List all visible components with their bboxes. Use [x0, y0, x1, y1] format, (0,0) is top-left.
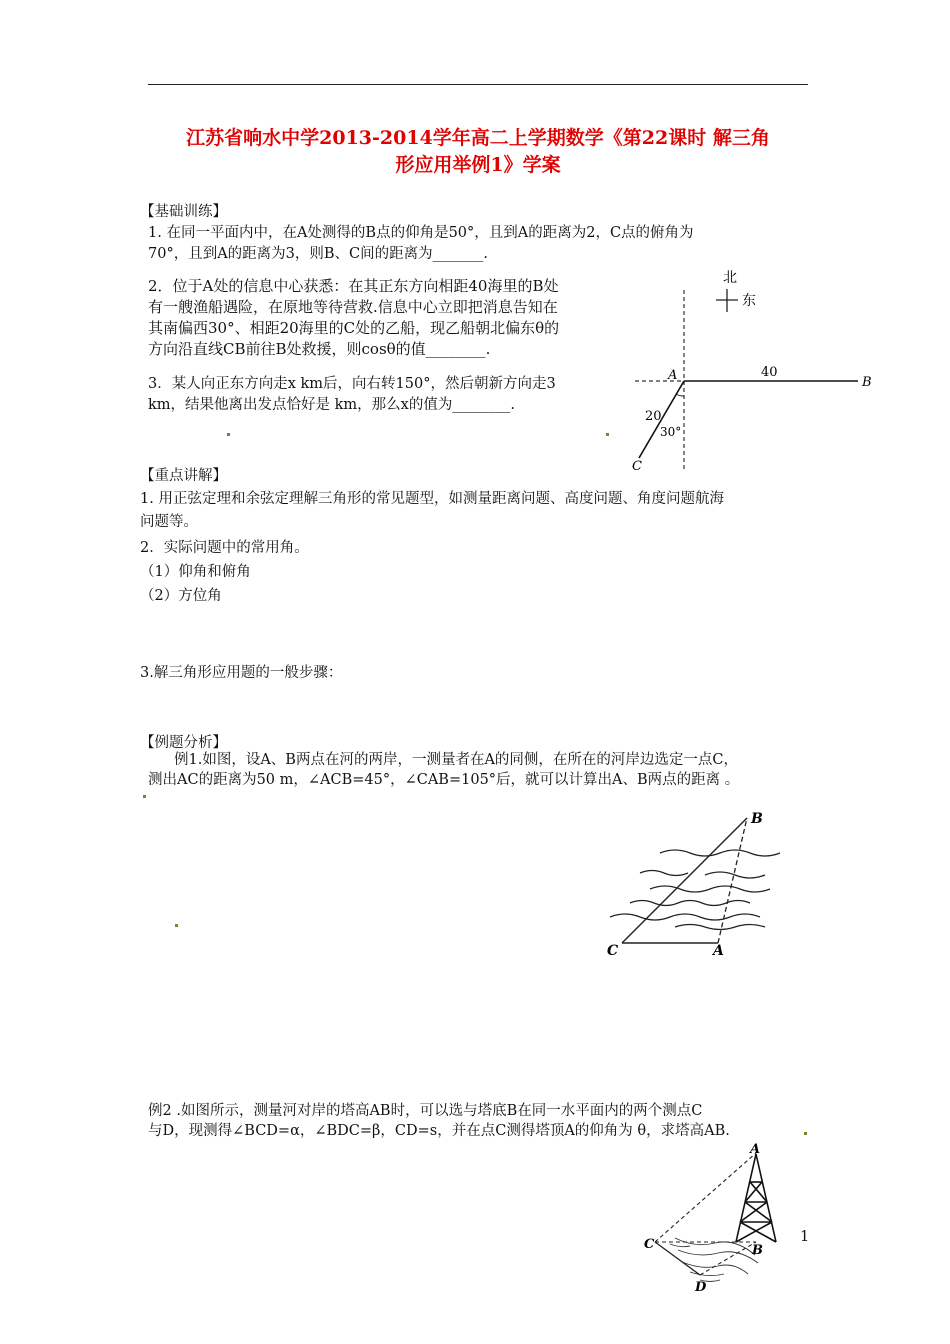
marker-dot — [804, 1132, 807, 1135]
focus-p1-line-2: 问题等。 — [140, 514, 198, 530]
ex1-line-1: 例1.如图，设A、B两点在河的两岸，一测量者在A的同侧，在所在的河岸边选定一点C， — [174, 752, 739, 768]
bearing-diagram — [615, 262, 890, 477]
tower — [736, 1154, 776, 1242]
title-line-1: 江苏省响水中学2013-2014学年高二上学期数学《第22课时 解三角 — [186, 127, 770, 149]
tower-diagram — [640, 1140, 800, 1300]
q2-line-3: 其南偏西30°、相距20海里的C处的乙船，现乙船朝北偏东θ的 — [148, 319, 560, 337]
distance-ac-label: 20 — [645, 409, 662, 424]
sight-line-ca — [655, 1153, 756, 1242]
point-a-label: A — [668, 368, 678, 383]
title-line-2: 形应用举例1》学案 — [395, 154, 561, 176]
q2-line-4: 方向沿直线CB前往B处救援，则cosθ的值________. — [148, 340, 491, 358]
river-waves — [610, 850, 780, 930]
page-number: 1 — [800, 1229, 810, 1245]
segment-cd — [655, 1242, 700, 1275]
section-focus-header: 【重点讲解】 — [140, 468, 227, 484]
focus-p1-line-1: 1. 用正弦定理和余弦定理解三角形的常见题型，如测量距离问题、高度问题、角度问题航海 — [140, 491, 724, 507]
marker-dot — [227, 433, 230, 436]
point-a-label: A — [750, 1142, 761, 1157]
point-d-label: D — [695, 1280, 707, 1295]
point-a-label: A — [713, 943, 724, 959]
segment-db — [700, 1242, 756, 1275]
angle-label: 30° — [660, 425, 682, 439]
point-b-label: B — [862, 375, 872, 390]
q1-line-2: 70°，且到A的距离为3，则B、C间的距离为_______. — [148, 246, 489, 262]
river-diagram — [595, 805, 785, 960]
point-c-label: C — [607, 943, 619, 959]
point-c-label: C — [632, 459, 642, 474]
focus-p2b: （2）方位角 — [140, 588, 222, 604]
focus-p2a: （1）仰角和俯角 — [140, 564, 251, 580]
angle-arc — [676, 394, 684, 396]
focus-p2: 2．实际问题中的常用角。 — [140, 540, 309, 556]
river-hatching — [670, 1238, 758, 1282]
top-rule — [148, 84, 808, 85]
section-basic-header: 【基础训练】 — [140, 204, 227, 220]
point-b-label: B — [752, 1243, 763, 1258]
segment-ab — [718, 818, 747, 943]
point-b-label: B — [751, 811, 763, 827]
q3-line-1: 3．某人向正东方向走x km后，向右转150°，然后朝新方向走3 — [148, 376, 556, 392]
point-c-label: C — [644, 1237, 655, 1252]
focus-p3: 3.解三角形应用题的一般步骤： — [140, 665, 343, 681]
north-label: 北 — [723, 270, 737, 286]
q1-line-1: 1. 在同一平面内中，在A处测得的B点的仰角是50°，且到A的距离为2，C点的俯角为 — [148, 225, 694, 241]
east-label: 东 — [742, 293, 756, 309]
ex2-line-1: 例2 .如图所示，测量河对岸的塔高AB时，可以选与塔底B在同一水平面内的两个测点C — [148, 1103, 703, 1119]
distance-ab-label: 40 — [761, 365, 778, 380]
q3-line-2: km，结果他离出发点恰好是 km，那么x的值为________. — [148, 397, 515, 413]
marker-dot — [175, 924, 178, 927]
ex1-line-2: 测出AC的距离为50 m，∠ACB=45°，∠CAB=105°后，就可以计算出A、B两点的距离 。 — [148, 772, 740, 788]
ex2-line-2: 与D，现测得∠BCD=α，∠BDC=β，CD=s，并在点C测得塔顶A的仰角为 θ，求塔高AB. — [148, 1123, 730, 1139]
marker-dot — [606, 433, 609, 436]
marker-dot — [143, 795, 146, 798]
section-examples-header: 【例题分析】 — [140, 735, 227, 751]
q2-line-2: 有一艘渔船遇险，在原地等待营救.信息中心立即把消息告知在 — [148, 298, 558, 316]
q2-line-1: 2．位于A处的信息中心获悉：在其正东方向相距40海里的B处 — [148, 277, 559, 295]
